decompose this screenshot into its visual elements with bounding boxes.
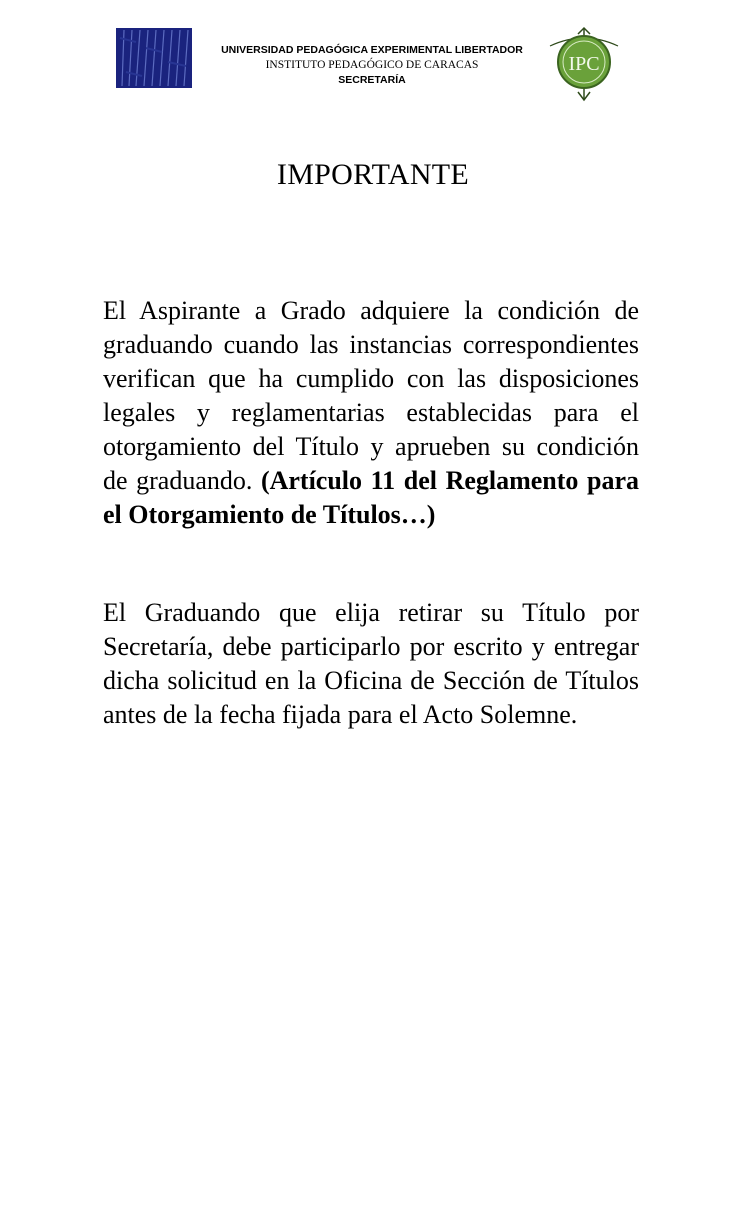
page-title: IMPORTANTE — [276, 158, 470, 191]
paragraph-graduation-condition — [103, 294, 639, 532]
ipc-logo-letters: IPC — [568, 53, 600, 75]
document-header — [0, 26, 746, 106]
upel-logo — [116, 28, 192, 88]
paragraph-text: El Graduando que elija retirar su Título por Secretaría, debe participarlo por escrito y entregar dicha solicitud en la Oficina de Sección de Títulos antes de la fecha fijada para el Acto Solemne. — [103, 598, 639, 729]
department-name: SECRETARÍA — [338, 74, 406, 86]
paragraph-text: El Aspirante a Grado adquiere la condición de graduando cuando las instancias correspondientes verifican que ha cumplido con las disposiciones legales y reglamentarias establecidas para el otorgamiento del Título y aprueben su condición de graduando. — [103, 296, 639, 495]
paragraph-title-pickup — [103, 596, 639, 732]
university-name: UNIVERSIDAD PEDAGÓGICA EXPERIMENTAL LIBERTADOR — [221, 44, 523, 56]
ipc-logo — [548, 26, 620, 102]
article-reference: (Artículo 11 del Reglamento para el Otorgamiento de Títulos…) — [103, 466, 640, 529]
institute-name: INSTITUTO PEDAGÓGICO DE CARACAS — [265, 59, 479, 71]
institution-heading — [200, 43, 544, 88]
